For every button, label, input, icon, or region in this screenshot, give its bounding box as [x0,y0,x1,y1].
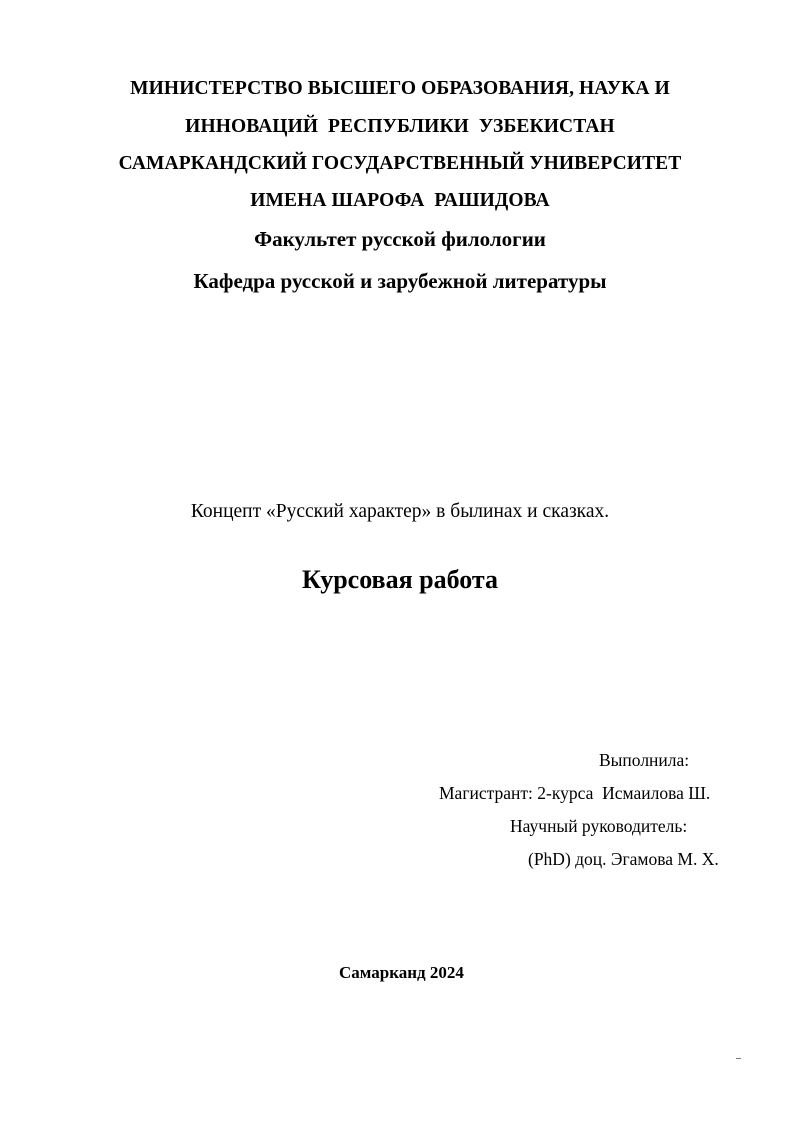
university-line-2: ИМЕНА ШАРОФА РАШИДОВА [250,190,550,211]
supervisor-name: (PhD) доц. Эгамова М. Х. [528,849,719,869]
university-line-1: САМАРКАНДСКИЙ ГОСУДАРСТВЕННЫЙ УНИВЕРСИТЕТ [118,153,682,174]
work-type-title: Курсовая работа [301,565,499,594]
department-name: Кафедра русской и зарубежной литературы [193,269,607,293]
ministry-line-1: МИНИСТЕРСТВО ВЫСШЕГО ОБРАЗОВАНИЯ, НАУКА И [130,78,670,99]
ministry-line-2: ИННОВАЦИЙ РЕСПУБЛИКИ УЗБЕКИСТАН [185,116,615,137]
supervisor-label: Научный руководитель: [510,816,688,836]
student-name: Магистрант: 2-курса Исмаилова Ш. [439,783,711,803]
work-topic: Концепт «Русский характер» в былинах и сказках. [190,501,610,522]
faculty-name: Факультет русской филологии [254,227,546,251]
city-year: Самарканд 2024 [339,963,464,982]
page-mark: – [736,1053,741,1064]
completed-by-label: Выполнила: [599,750,690,770]
